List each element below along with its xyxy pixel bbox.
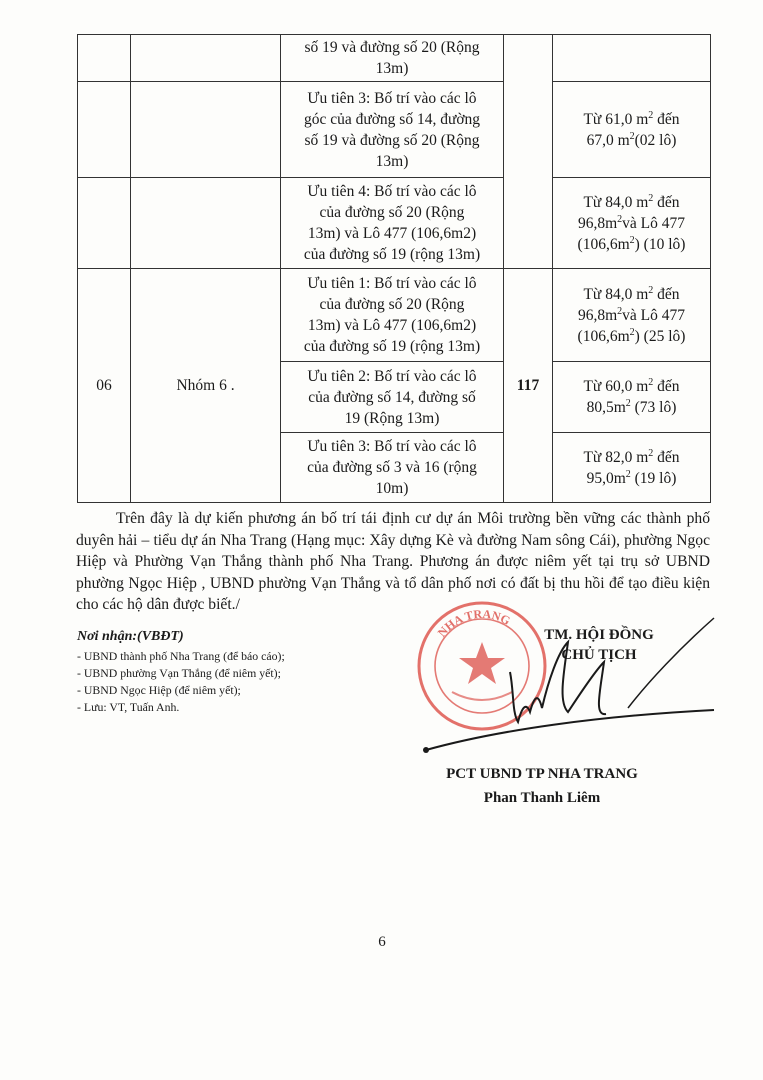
group-cell: Nhóm 6 .	[131, 269, 281, 503]
handwritten-signature	[418, 612, 718, 762]
page-number: 6	[378, 934, 386, 950]
list-item: - UBND phường Vạn Thắng (để niêm yết);	[77, 666, 281, 680]
list-item: - UBND Ngọc Hiệp (để niêm yết);	[77, 683, 241, 697]
signer-title: PCT UBND TP NHA TRANG	[446, 766, 638, 782]
signature-heading: TM. HỘI ĐỒNG	[544, 627, 654, 643]
size-cell: Từ 61,0 $m^2$ đến 67,0 $m^2(02$ lô)	[553, 82, 711, 178]
priority-cell: Ưu tiên 2: Bố trí vào các lô của đường số 14, đường số 19 (Rộng 13m)	[281, 362, 504, 433]
recipients-block	[77, 629, 407, 716]
priority-cell: Ưu tiên 3: Bố trí vào các lô góc của đường số 14, đường số 19 và đường số 20 (Rộng 13m)	[281, 82, 504, 178]
signer-name: Phan Thanh Liêm	[483, 790, 601, 806]
group-cell	[131, 35, 281, 82]
priority-cell: Ưu tiên 1: Bố trí vào các lô của đường số 20 (Rộng 13m) và Lô 477 (106,6m2) của đường số 19 (rộng 13m)	[281, 269, 504, 362]
stt-cell	[78, 35, 131, 82]
stt-cell	[78, 178, 131, 269]
stt-cell: 06	[78, 269, 131, 503]
recipients-list	[77, 648, 407, 716]
seal-text: NHA TRANG	[434, 606, 513, 640]
signature-role: CHỦ TỊCH	[561, 647, 637, 663]
count-cell	[504, 35, 553, 269]
list-item: - Lưu: VT, Tuấn Anh.	[77, 700, 180, 714]
count-cell: 117	[504, 269, 553, 503]
priority-cell: Ưu tiên 4: Bố trí vào các lô của đường số 20 (Rộng 13m) và Lô 477 (106,6m2) của đường số 19 (rộng 13m)	[281, 178, 504, 269]
size-cell: Từ 84,0 $m^2$ đến $96,8m^2và$ Lô 477 $(106,6m^2)$ (10 lô)	[553, 178, 711, 269]
group-cell	[131, 82, 281, 178]
list-item: - UBND thành phố Nha Trang (để báo cáo);	[77, 649, 285, 663]
table-row	[78, 178, 711, 269]
stt-cell	[78, 82, 131, 178]
size-cell: Từ 60,0 $m^2$ đến $80,5m^2$ (73 lô)	[553, 362, 711, 433]
priority-cell: Ưu tiên 3: Bố trí vào các lô của đường số 3 và 16 (rộng 10m)	[281, 433, 504, 503]
table-row	[78, 35, 711, 82]
recipients-title: Nơi nhận:(VBĐT)	[77, 629, 184, 644]
size-cell: Từ 82,0 $m^2$ đến $95,0m^2$ (19 lô)	[553, 433, 711, 503]
priority-cell: số 19 và đường số 20 (Rộng 13m)	[281, 35, 504, 82]
table-row	[78, 269, 711, 362]
table-row	[78, 82, 711, 178]
closing-paragraph: Trên đây là dự kiến phương án bố trí tái định cư dự án Môi trường bền vững các thành phố duyên hải – tiểu dự án Nha Trang (Hạng mục: Xây dựng Kè và đường Nam sông Cái), phường Ngọc Hiệp và Phường Vạn Thắng thành phố Nha Trang. Phương án được niêm yết tại trụ sở UBND phường Ngọc Hiệp , UBND phường Vạn Thắng và tổ dân phố nơi có đất bị thu hồi để tạo điều kiện cho các hộ dân được biết./	[76, 510, 710, 613]
group-cell	[131, 178, 281, 269]
resettlement-table	[77, 34, 711, 503]
size-cell: Từ 84,0 $m^2$ đến $96,8m^2và$ Lô 477 $(106,6m^2)$ (25 lô)	[553, 269, 711, 362]
size-cell	[553, 35, 711, 82]
